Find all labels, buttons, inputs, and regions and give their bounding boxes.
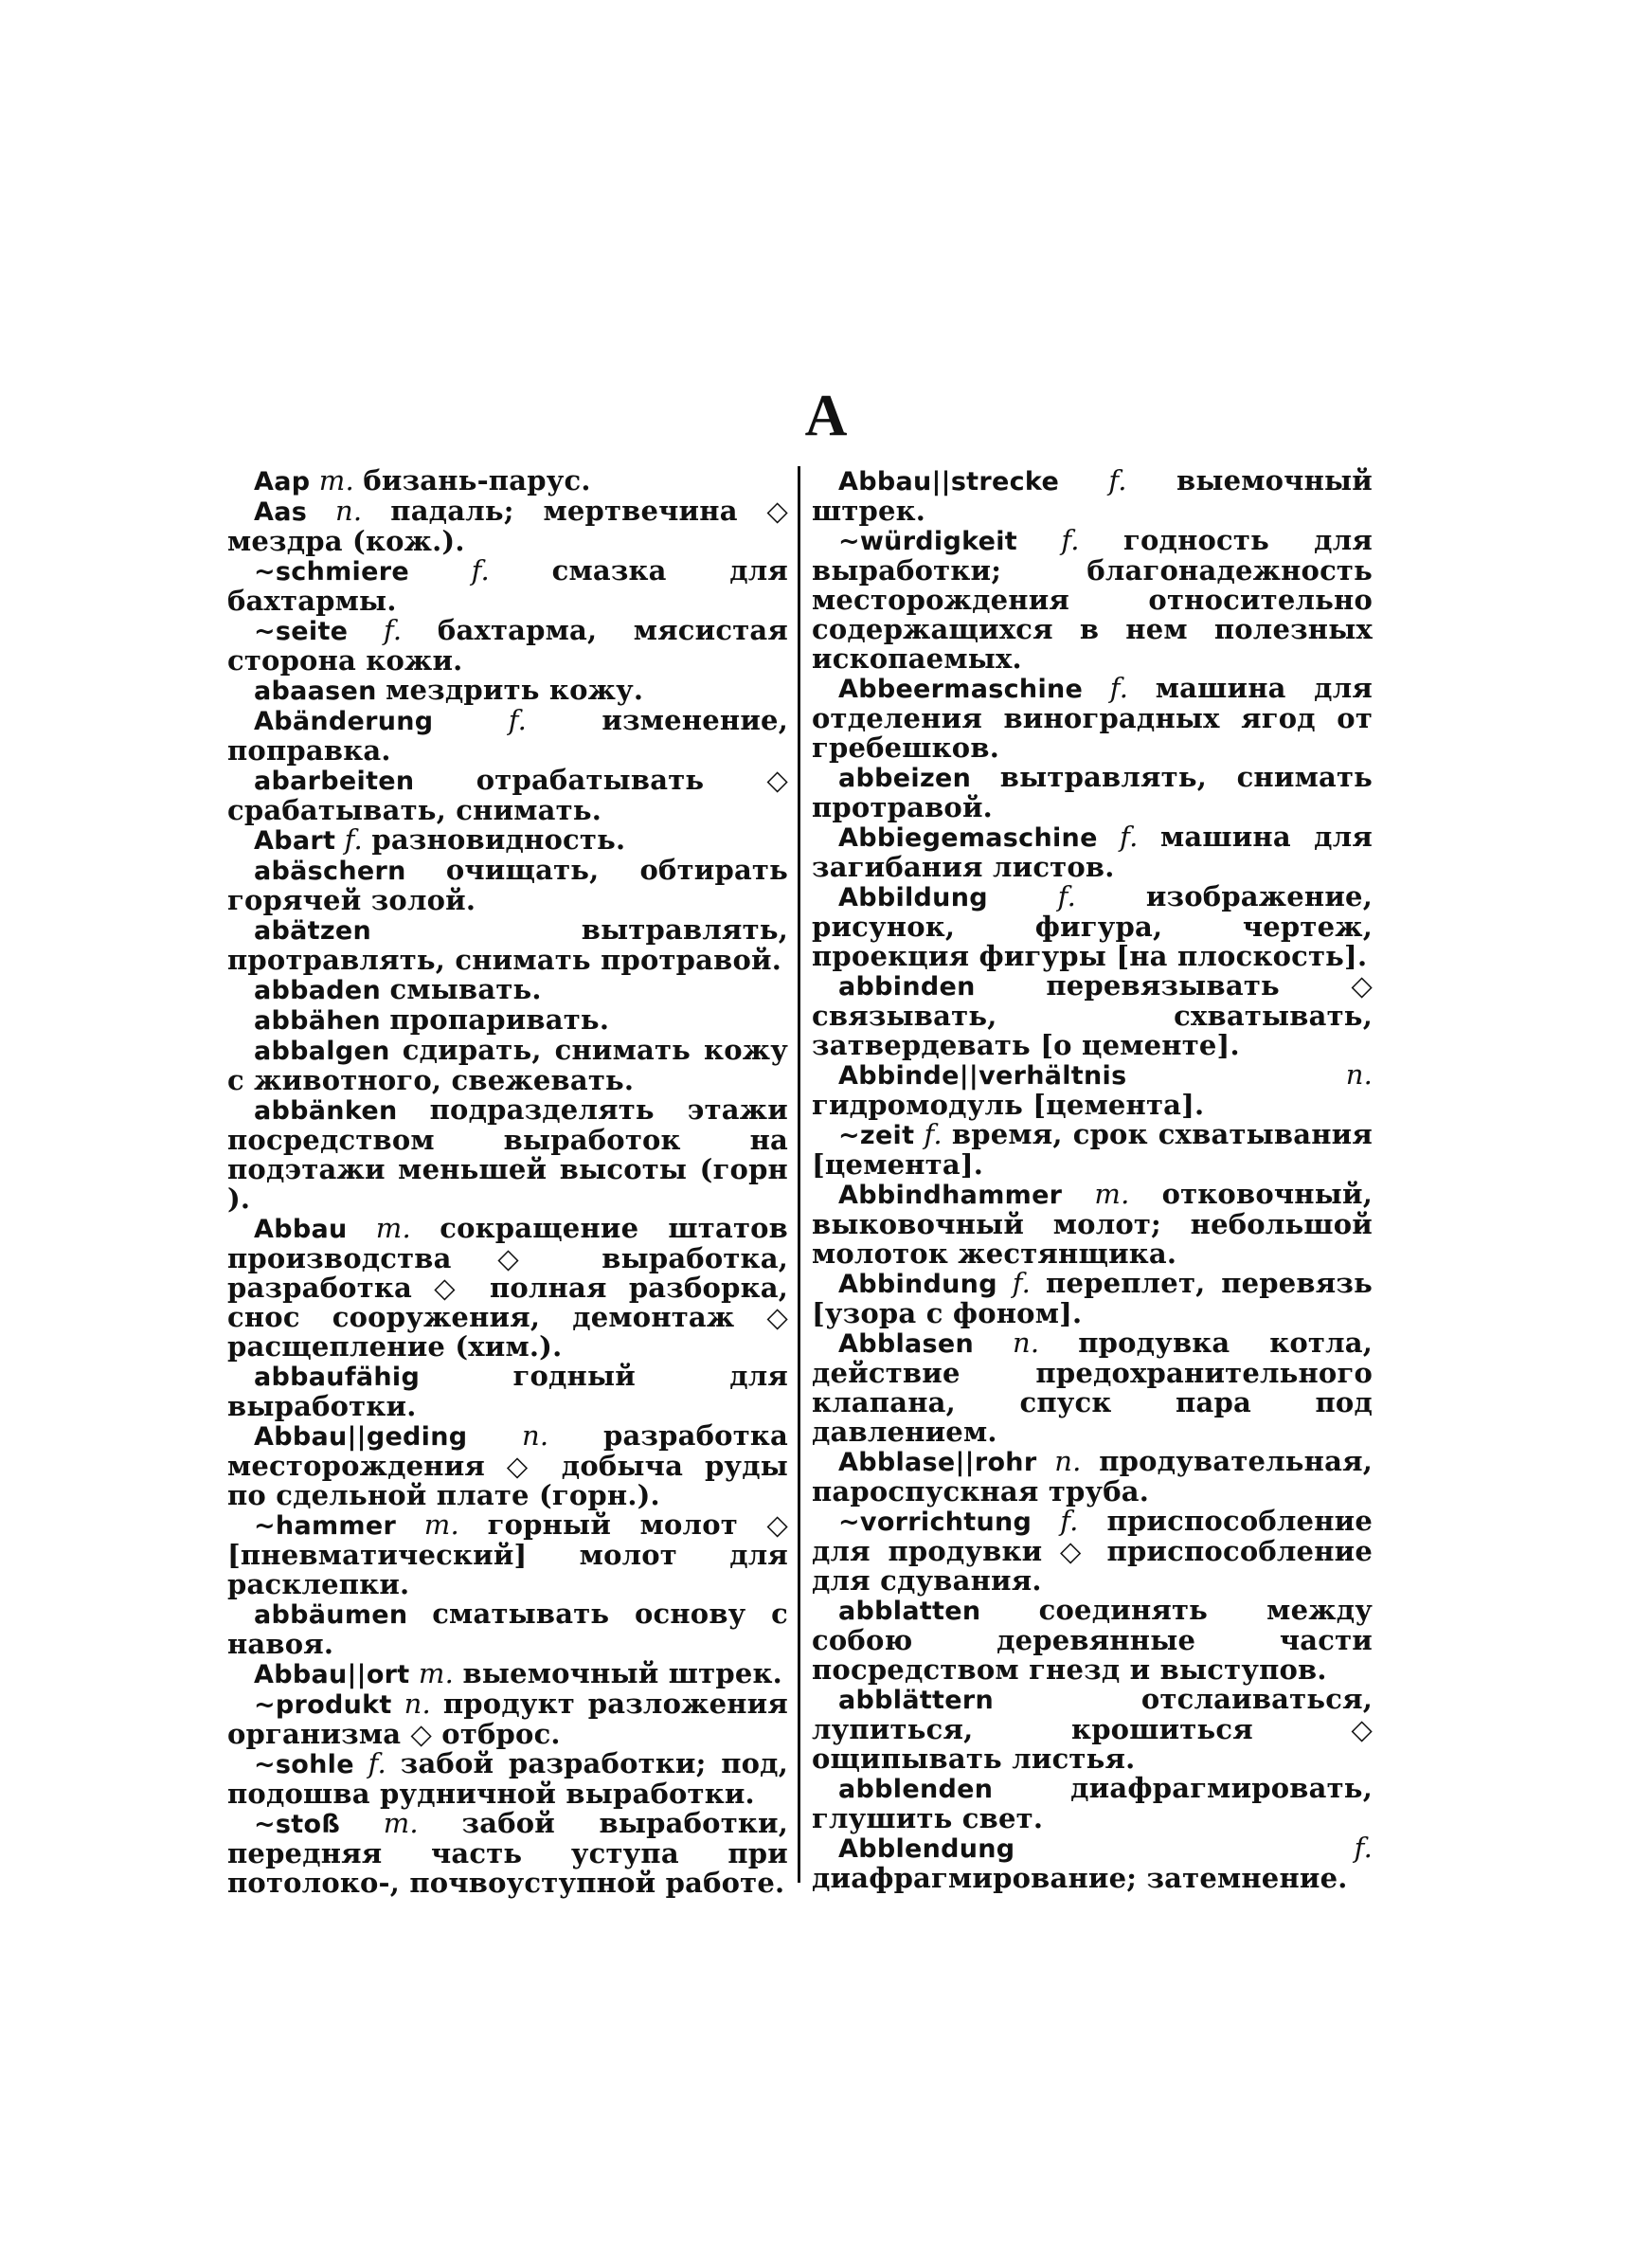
dictionary-entry [812,763,1373,822]
entry-headword: ~zeit [838,1121,915,1150]
entry-definition: отрабатывать ◇ срабатывать, снимать. [227,764,788,826]
entry-headword: abblättern [838,1686,995,1715]
entry-definition: пропаривать. [389,1003,610,1036]
section-letter: A [804,384,848,448]
entry-grammar: f. [1109,672,1129,704]
entry-grammar: f. [471,554,490,587]
dictionary-entry [227,825,788,856]
entry-grammar: f. [1057,880,1076,912]
entry-definition: забой разработки; под, подошва рудничной выработки. [227,1747,788,1810]
entry-headword: abbänken [254,1096,398,1126]
column-divider [798,466,800,1883]
entry-grammar: m. [423,1508,459,1541]
entry-headword: Abblase||rohr [838,1448,1037,1477]
entry-headword: ~würdigkeit [838,527,1018,556]
entry-headword: Abbindhammer [838,1181,1063,1210]
entry-headword: Aap [254,467,311,497]
entry-definition: отковочный, выковочный молот; небольшой молоток жестянщика. [812,1178,1373,1270]
entry-definition: продувка котла, действие предохранительного клапана, спуск пара под давлением. [812,1327,1374,1448]
entry-definition: продукт разложения организма ◇ отброс. [227,1688,789,1750]
entry-headword: abbaufähig [254,1363,421,1392]
entry-grammar: n. [404,1688,431,1720]
entry-grammar: n. [335,495,363,527]
entry-grammar: n. [1345,1058,1373,1091]
entry-headword: Abbindung [838,1270,997,1299]
entry-grammar: f. [1060,1505,1079,1537]
entry-headword: abblenden [838,1775,994,1804]
dictionary-entry [227,856,788,915]
entry-definition: перевязывать ◇ связывать, схватывать, затвердевать [о цементе]. [812,969,1373,1061]
entry-definition: машина для отделения виноградных ягод от гребешков. [812,672,1373,764]
entry-definition: сдирать, снимать кожу с животного, свежевать. [227,1034,788,1096]
dictionary-entry [812,971,1373,1060]
entry-grammar: f. [508,704,528,736]
entry-grammar: n. [522,1419,549,1452]
entry-definition: отслаиваться, лупиться, крошиться ◇ ощипывать листья. [812,1683,1373,1775]
dictionary-entry [227,466,788,497]
dictionary-entry [812,674,1373,763]
dictionary-entry [227,556,788,616]
entry-headword: Aas [254,497,308,527]
entry-headword: abbaden [254,976,382,1005]
dictionary-entry [812,526,1373,674]
entry-grammar: n. [1012,1327,1040,1359]
entry-headword: abarbeiten [254,767,415,796]
entry-headword: Abbiegemaschine [838,823,1098,853]
entry-headword: ~sohle [254,1750,354,1779]
dictionary-entry [812,1833,1373,1893]
dictionary-entry [227,1659,788,1689]
entry-definition: выемочный штрек. [462,1657,782,1689]
dictionary-entry [812,1060,1373,1120]
entry-definition: бизань-парус. [363,464,591,497]
entry-definition: переплет, перевязь [узора с фоном]. [812,1267,1374,1329]
entry-grammar: f. [1354,1832,1373,1864]
entry-definition: изменение, поправка. [227,704,788,767]
entry-definition: гидромодуль [цемента]. [812,1089,1205,1121]
entry-grammar: f. [368,1747,386,1779]
entry-headword: abbeizen [838,764,972,793]
entry-headword: Abänderung [254,707,434,736]
entry-grammar: m. [375,1212,411,1244]
dictionary-entry [812,1507,1373,1596]
dictionary-entry [227,706,788,766]
entry-definition: мездрить кожу. [386,674,644,706]
entry-definition: приспособление для продувки ◇ приспособление для сдувания. [812,1505,1373,1597]
entry-grammar: f. [1012,1267,1032,1299]
entry-definition: диафрагмирование; затемнение. [812,1862,1348,1894]
right-column [812,466,1373,1893]
entry-headword: Abbeermaschine [838,675,1084,704]
entry-definition: годность для выработки; благонадежность месторождения относительно содержащихся в нем полезных ископаемых. [812,524,1373,675]
entry-grammar: f. [924,1118,943,1150]
dictionary-entry [812,822,1373,882]
entry-headword: Abblendung [838,1834,1015,1864]
entry-headword: abbähen [254,1006,381,1036]
dictionary-entry [227,975,788,1005]
dictionary-entry [812,1447,1373,1507]
entry-headword: ~stoß [254,1810,341,1839]
entry-grammar: m. [383,1807,419,1839]
entry-definition: разработка месторождения ◇ добыча руды по сдельной плате (горн.). [227,1419,788,1511]
entry-definition: годный для выработки. [227,1360,788,1422]
entry-definition: выемочный штрек. [812,464,1374,527]
entry-definition: вытравлять, снимать протравой. [812,761,1373,823]
dictionary-entry [227,676,788,706]
dictionary-entry [227,915,788,975]
entry-headword: abäschern [254,857,406,886]
entry-grammar: f. [1108,464,1127,497]
dictionary-entry [227,1749,788,1809]
dictionary-entry [227,1689,788,1749]
entry-headword: Abbau||ort [254,1660,410,1689]
dictionary-entry [227,1036,788,1095]
entry-definition: сокращение штатов производства ◇ выработка, разработка ◇ полная разборка, снос сооружения, демонтаж ◇ расщепление (хим.). [227,1212,788,1363]
entry-headword: abätzen [254,916,372,946]
entry-headword: Abbau||strecke [838,467,1060,497]
dictionary-entry [227,1005,788,1036]
entry-definition: соединять между собою деревянные части посредством гнезд и выступов. [812,1594,1373,1686]
entry-definition: вытравлять, протравлять, снимать протравой. [227,913,788,976]
entry-headword: Abblasen [838,1329,975,1359]
entry-headword: Abart [254,826,336,856]
entry-grammar: n. [1054,1445,1082,1477]
entry-definition: машина для загибания листов. [812,821,1373,883]
entry-headword: ~hammer [254,1511,397,1541]
entry-headword: Abbildung [838,883,988,912]
entry-headword: abbalgen [254,1037,390,1066]
dictionary-entry [227,1214,788,1362]
entry-headword: ~schmiere [254,557,409,587]
dictionary-entry [227,1599,788,1659]
dictionary-entry [812,882,1373,971]
dictionary-entry [812,1120,1373,1180]
entry-definition: забой выработки, передняя часть уступа при потолоко-, почвоуступной работе. [227,1807,789,1899]
entry-definition: смывать. [389,973,542,1005]
dictionary-entry [812,1685,1373,1774]
entry-definition: подразделять этажи посредством выработок на подэтажи меньшей высоты (горн ). [227,1093,788,1215]
entry-grammar: f. [344,823,363,856]
entry-definition: диафрагмировать, глушить свет. [812,1772,1373,1834]
entry-grammar: f. [1061,524,1080,556]
dictionary-entry [227,1510,788,1599]
dictionary-entry [227,1421,788,1510]
entry-headword: abbinden [838,972,976,1002]
dictionary-entry [812,1774,1373,1833]
dictionary-entry [812,1596,1373,1685]
entry-headword: ~produkt [254,1690,392,1720]
dictionary-entry [812,1180,1373,1269]
entry-grammar: m. [318,464,354,497]
entry-grammar: m. [1094,1178,1130,1210]
entry-headword: abaasen [254,677,377,706]
dictionary-entry [227,766,788,825]
dictionary-entry [812,1269,1373,1328]
entry-headword: Abbau||geding [254,1422,468,1452]
entry-definition: падаль; мертвечина ◇ мездра (кож.). [227,495,788,557]
entry-headword: ~seite [254,617,349,646]
dictionary-entry [227,1809,788,1898]
entry-definition: время, срок схватывания [цемента]. [812,1118,1373,1181]
entry-headword: Abbinde||verhältnis [838,1061,1127,1091]
entry-headword: abblatten [838,1597,981,1626]
dictionary-entry [812,1328,1373,1447]
entry-grammar: f. [1120,821,1139,853]
dictionary-entry [227,1095,788,1214]
entry-grammar: f. [383,614,403,646]
dictionary-entry [227,616,788,676]
dictionary-entry [227,497,788,556]
left-column [227,466,788,1898]
entry-definition: продувательная, пароспускная труба. [812,1445,1374,1508]
entry-headword: ~vorrichtung [838,1508,1032,1537]
entry-definition: сматывать основу с навоя. [227,1598,788,1660]
dictionary-entry [812,466,1373,526]
entry-grammar: m. [418,1657,455,1689]
entry-definition: бахтарма, мясистая сторона кожи. [227,614,789,677]
entry-definition: очищать, обтирать горячей золой. [227,854,788,916]
dictionary-entry [227,1362,788,1421]
entry-definition: горный молот ◇ [пневматический] молот для расклепки. [227,1508,788,1600]
entry-definition: смазка для бахтармы. [227,554,788,617]
entry-headword: abbäumen [254,1600,408,1630]
entry-definition: изображение, рисунок, фигура, чертеж, проекция фигуры [на плоскость]. [812,880,1373,972]
entry-definition: разновидность. [371,823,626,856]
entry-headword: Abbau [254,1215,348,1244]
